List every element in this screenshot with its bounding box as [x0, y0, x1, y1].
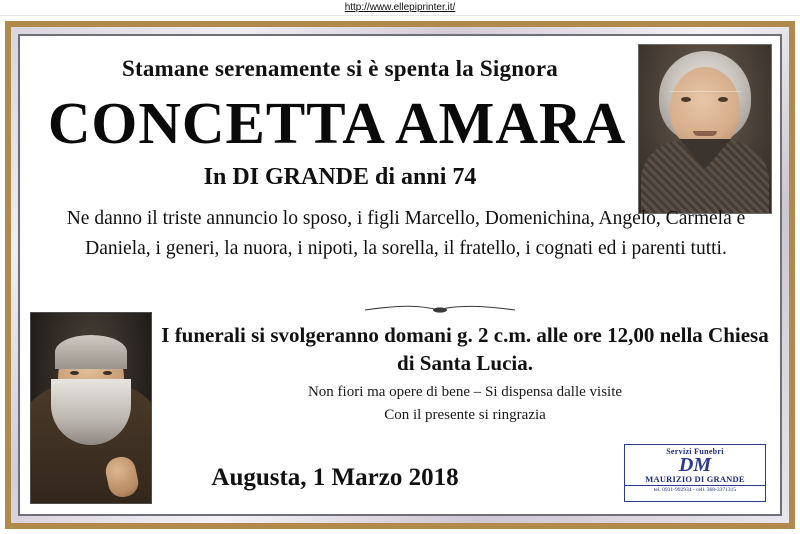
deceased-photo [638, 44, 772, 214]
funeral-details: I funerali si svolgeranno domani g. 2 c.m. alle ore 12,00 nella Chiesa di Santa Lucia. [161, 323, 769, 376]
deceased-photo-eye-left [681, 97, 691, 102]
announcement-text: Ne danno il triste annuncio lo sposo, i figli Marcello, Domenichina, Angelo, Carmela e Daniela, i generi, la nuora, i nipoti, la sorella, il fratello, i cognati ed i parenti tutti. [66, 208, 746, 260]
poster-outer-frame [5, 21, 795, 529]
agency-name: MAURIZIO DI GRANDE [645, 474, 745, 484]
deceased-photo-eye-right [718, 97, 728, 102]
deceased-photo-mouth [693, 131, 717, 136]
poster-inner-frame [18, 34, 782, 516]
funeral-agency-logo [624, 444, 766, 502]
intro-line: Stamane serenamente si è spenta la Signora [121, 56, 558, 81]
ornament-divider-icon [360, 304, 520, 316]
obituary-poster [0, 16, 800, 534]
deceased-name: CONCETTA AMARA [47, 90, 627, 156]
browser-url-bar [0, 0, 800, 16]
glasses-icon [669, 91, 741, 110]
page-url[interactable]: http://www.ellepiprinter.it/ [344, 2, 456, 13]
agency-monogram: DM [678, 454, 712, 476]
agency-contacts: tel. 0931-992934 - cell. 368-3371315 [625, 485, 765, 493]
saint-photo-hair [55, 335, 127, 369]
saint-photo-eye-left [70, 371, 79, 375]
saint-photo [30, 312, 152, 504]
place-and-date: Augusta, 1 Marzo 2018 [211, 464, 459, 491]
saint-photo-eye-right [103, 371, 112, 375]
note-flowers: Non fiori ma opere di bene – Si dispensa dalle visite [307, 384, 623, 400]
agency-header: Servizi Funebri [666, 447, 724, 456]
deceased-subtitle: In DI GRANDE di anni 74 [203, 164, 477, 190]
notes-block [150, 381, 780, 428]
note-thanks: Con il presente si ringrazia [384, 407, 546, 424]
